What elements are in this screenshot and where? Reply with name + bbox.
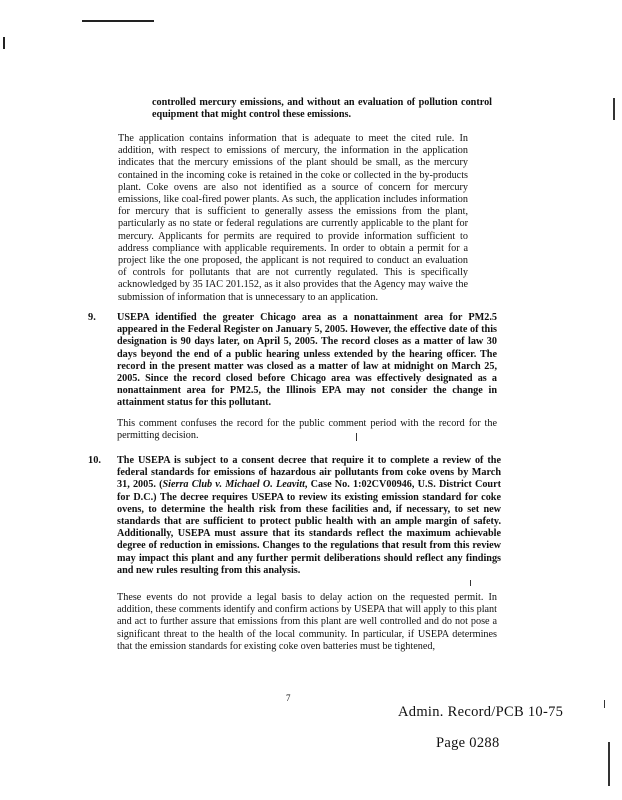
page-stamp: Page 0288 [436,735,500,751]
case-name: Sierra Club v. Michael O. Leavitt [162,479,305,491]
comment-number-9: 9. [88,312,96,323]
top-rule [82,20,154,22]
comment-number-10: 10. [88,455,101,466]
response-record: This comment confuses the record for the public comment period with the record for the permitting decision. [117,418,497,442]
comment-10-text [117,455,501,577]
response-mercury: The application contains information that is adequate to meet the cited rule. In addition, with respect to emissions of mercury, the information in the application indicates that the mercury emissions of the plant should be small, as the mercury contained in the incoming coke is retained in the coke or collected in the by-products plant. Coke ovens are also not identified as a source of concern for mercury emissions, like coal-fired power plants. As such, the application includes information for mercury that is sufficient to generally assess the emissions from the plant, particularly as no state or federal regulations are currently applicable to the plant for mercury. Applicants for permits are required to provide information sufficient to address compliance with applicable requirements. In order to obtain a permit for a project like the one proposed, the applicant is not required to conduct an evaluation of controls for pollutants that are not currently regulated. This is specifically acknowledged by 35 IAC 201.152, as it also provides that the Agency may waive the submission of information that is unnecessary to an application. [118,133,468,303]
comment-10-text-start: The USEPA is subject to a consent decree that require it to complete a review of the federal standards for emissions of hazardous air pollutants from coke ovens by March 31, 2005. ( [117,455,501,491]
response-consent-decree: These events do not provide a legal basis to delay action on the requested permit. In addition, these comments identify and confirm actions by USEPA that will apply to this plant and act to further assure that emissions from this plant are well controlled and do not pose a significant threat to the health of the local community. In particular, if USEPA determines that the emission standards for existing coke oven batteries must be tightened, [117,592,497,652]
continuation-paragraph: controlled mercury emissions, and without an evaluation of pollution control equipment that might control these emissions. [152,97,492,121]
scan-mark-middle [356,433,357,441]
page-number: 7 [286,693,291,703]
scan-mark-top-right [613,98,615,120]
comment-10-text-end: , Case No. 1:02CV00946, U.S. District Court for D.C.) The decree requires USEPA to review its existing emission standard for coke ovens, to determine the health risk from these facilities and, if necessary, to set new standards that are sufficient to protect public health with an ample margin of safety. Additionally, USEPA must assure that its standards reflect the maximum achievable degree of reduction in emissions. Changes to the regulations that result from this review may impact this plant and any further permit deliberations should reflect any findings and new rules resulting from this analysis. [117,479,501,576]
admin-record-stamp: Admin. Record/PCB 10-75 [398,704,564,720]
scan-mark-bottom-right-2 [604,700,605,708]
scan-mark-bottom-right [608,742,610,786]
comment-9-text: USEPA identified the greater Chicago area as a nonattainment area for PM2.5 appeared in the Federal Register on January 5, 2005. However, the effective date of this designation is 90 days later, on April 5, 2005. The record closes as a matter of law 30 days beyond the end of a public hearing unless extended by the hearing officer. The record in the present matter was closed as a matter of law at midnight on March 25, 2005. Since the record closed before Chicago area was effectively designated as a nonattainment area for PM2.5, the Illinois EPA may not consider the change in attainment status for this pollutant. [117,312,497,409]
scan-mark-mid-lower [470,580,471,586]
left-edge-mark [3,37,5,49]
